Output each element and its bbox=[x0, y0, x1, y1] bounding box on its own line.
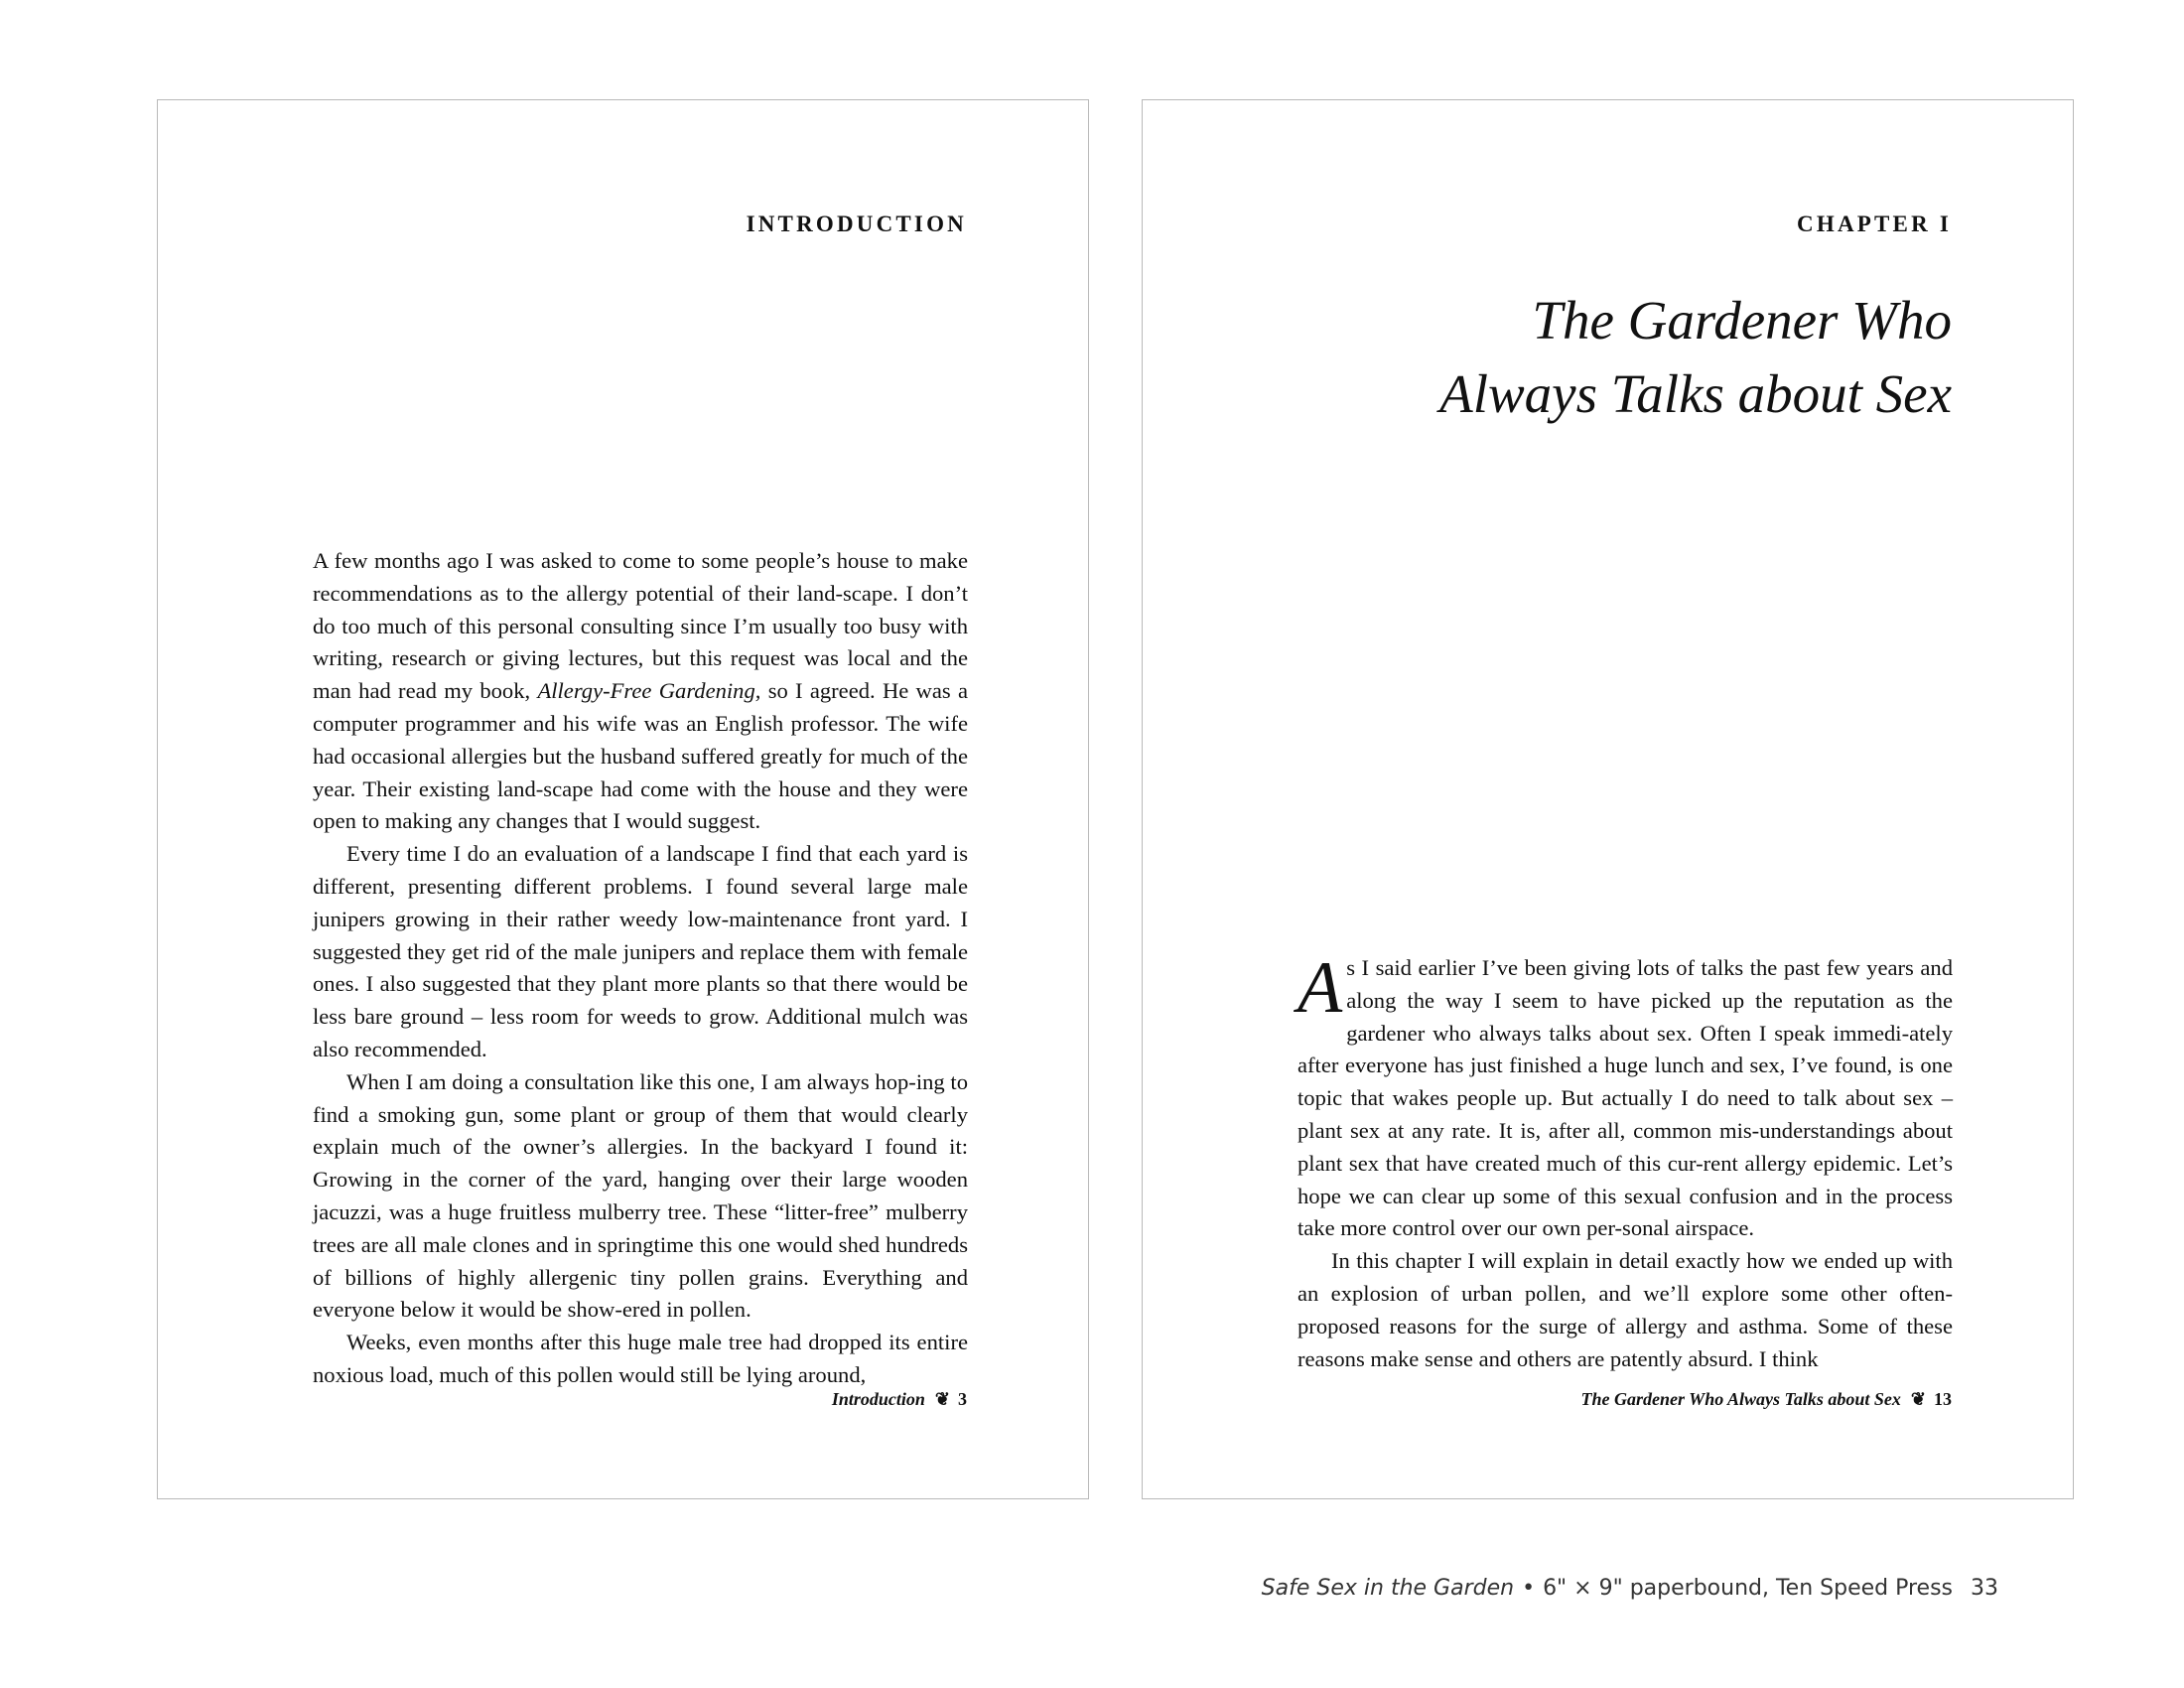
chapter-title-line-2: Always Talks about Sex bbox=[1439, 363, 1952, 424]
paragraph-3: When I am doing a consultation like this one, I am always hop-ing to find a smoking gun, some plant or group of them that would clearly explain much of the owner’s allergies. In the backyard I found it: Growing in the corner of the yard, hanging over their large wooden jacuzzi, was a huge fruitless mulberry tree. These “litter-free” mulberry trees are all male clones and in springtime this one would shed hundreds of billions of highly allergenic tiny pollen grains. Everything and everyone below it would be show-ered in pollen. bbox=[313, 1068, 968, 1323]
left-book-page bbox=[157, 99, 1089, 1499]
page-number: 3 bbox=[958, 1389, 967, 1409]
caption-book-title: Safe Sex in the Garden bbox=[1261, 1576, 1515, 1601]
paragraph-1-text: s I said earlier I’ve been giving lots of talks the past few years and along the way I seem to have picked up the reputation as the gardener who always talks about sex. Often I speak immedi-ately after everyone has just finished a huge lunch and sex, I’ve found, is one topic that wakes people up. But actually I do need to talk about sex – plant sex at any rate. It is, after all, common mis-understandings about plant sex that have created much of this cur-rent allergy epidemic. Let’s hope we can clear up some of this sexual confusion and in the process take more control over our own per-sonal airspace. bbox=[1297, 955, 1953, 1241]
paragraph-2: In this chapter I will explain in detail exactly how we ended up with an explosion of urban pollen, and we’ll explore some other often-proposed reasons for the surge of allergy and asthma. Some of these reasons make sense and others are patently absurd. I think bbox=[1297, 1248, 1953, 1371]
book-caption bbox=[1262, 1576, 1998, 1601]
folio-label: Introduction bbox=[831, 1389, 925, 1409]
paragraph-4: Weeks, even months after this huge male tree had dropped its entire noxious load, much of this pollen would still be lying around, bbox=[313, 1330, 968, 1387]
paragraph-1-text-b: so I agreed. He was a computer programmer and his wife was an English professor. The wife had occasional allergies but the husband suffered greatly for much of the year. Their existing land-scape had come with the house and they were open to making any changes that I would suggest. bbox=[313, 678, 968, 834]
paragraph-1 bbox=[1297, 947, 1953, 1245]
body-text bbox=[313, 545, 968, 1392]
caption-bullet: • bbox=[1522, 1576, 1536, 1601]
fleuron-icon: ❦ bbox=[1910, 1389, 1926, 1409]
page-folio bbox=[832, 1389, 967, 1410]
book-title-italic: Allergy-Free Gardening, bbox=[537, 678, 761, 704]
fleuron-icon: ❦ bbox=[934, 1389, 950, 1409]
paragraph-1-text-a: A few months ago I was asked to come to some people’s house to make recommendations as to the allergy potential of their land-scape. I don’t do too much of this personal consulting since I’m usually too busy with writing, research or giving lectures, but this request was local and the man had read my book, bbox=[313, 548, 968, 704]
chapter-title-line-1: The Gardener Who bbox=[1532, 290, 1952, 351]
drop-cap: A bbox=[1297, 947, 1343, 1029]
right-book-page bbox=[1142, 99, 2074, 1499]
running-head: INTRODUCTION bbox=[746, 211, 967, 236]
running-head: CHAPTER I bbox=[1797, 211, 1952, 236]
paragraph-2: Every time I do an evaluation of a landscape I find that each yard is different, presenting different problems. I found several large male junipers growing in their rather weedy low-maintenance front yard. I suggested they get rid of the male junipers and replace them with female ones. I also suggested that they plant more plants so that there would be less bare ground – less room for weeds to grow. Additional mulch was also recommended. bbox=[313, 841, 968, 1061]
paragraph-1 bbox=[313, 545, 968, 838]
caption-details: 6" × 9" paperbound, Ten Speed Press bbox=[1543, 1576, 1953, 1601]
chapter-title bbox=[1439, 284, 1952, 431]
page-folio bbox=[1581, 1389, 1952, 1410]
folio-label: The Gardener Who Always Talks about Sex bbox=[1580, 1389, 1901, 1409]
page-number: 13 bbox=[1934, 1389, 1952, 1409]
body-text bbox=[1297, 947, 1953, 1375]
caption-page-number: 33 bbox=[1971, 1576, 1998, 1601]
